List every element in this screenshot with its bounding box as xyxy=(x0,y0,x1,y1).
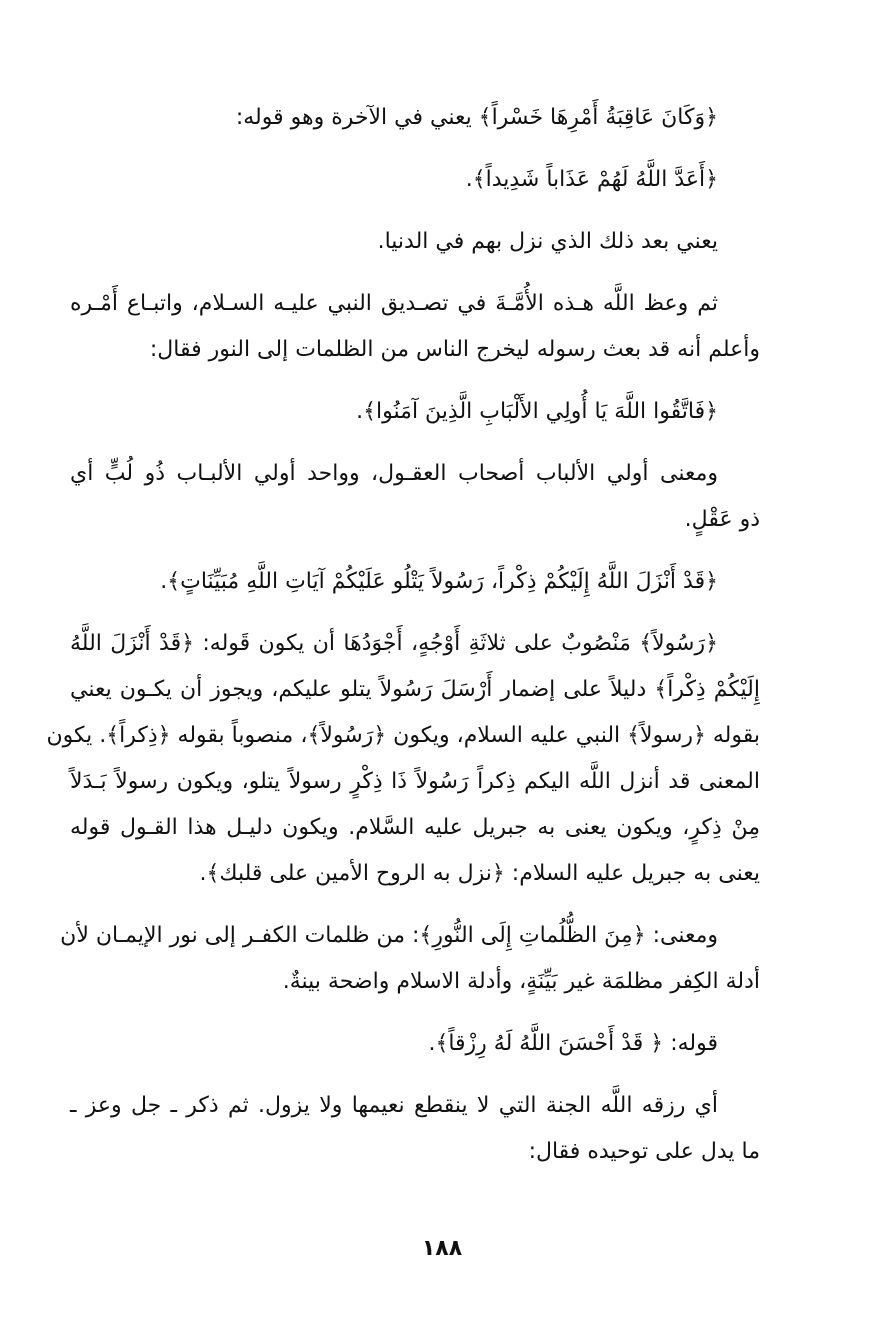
text-line: إِلَيْكُمْ ذِكْراً﴾ دليلاً على إضمار أَرْسَلَ رَسُولاً يتلو عليكم، ويجوز أن يكـون يعني xyxy=(70,677,760,702)
text-line: المعنى قد أنزل اللَّه اليكم ذِكراً رَسُولاً ذَا ذِكْرٍ رسولاً يتلو، ويكون رسولاً بَـدَلاً xyxy=(70,769,760,794)
text-line: مِنْ ذِكرٍ، ويكون يعنى به جبريل عليه السَّلام. ويكون دليـل هذا القـول قوله xyxy=(70,815,760,840)
text-line: أدلة الكِفر مظلمَة غير بَيِّنَةٍ، وأدلة الاسلام واضحة بينةٌ. xyxy=(282,969,760,994)
text-line: ما يدل على توحيده فقال: xyxy=(528,1139,760,1164)
paragraph-10 xyxy=(70,1021,760,1067)
text-line: وأعلم أنه قد بعث رسوله ليخرج الناس من الظلمات إلى النور فقال: xyxy=(149,337,760,362)
text-line: ذو عَقْلٍ. xyxy=(684,507,760,532)
paragraph-11 xyxy=(70,1083,760,1175)
paragraph-2 xyxy=(70,157,760,203)
text-line: ﴿أَعَدَّ اللَّهُ لَهُمْ عَذَاباً شَدِيداً﴾. xyxy=(465,167,718,192)
text-line: ﴿رَسُولاً﴾ مَنْصُوبٌ على ثلاثَةِ أَوْجُهٍ، أَجْوَدُهَا أن يكون قَوله: ﴿قَدْ أَنْزَلَ اللَّهُ xyxy=(70,631,718,656)
text-line: يعنى به جبريل عليه السلام: ﴿نزل به الروح الأمين على قلبك﴾. xyxy=(199,861,760,886)
text-line: ﴿فَاتَّقُوا اللَّهَ يَا أُولِي الأَلْبَابِ الَّذِينَ آمَنُوا﴾. xyxy=(356,399,718,424)
text-line: ﴿وَكَانَ عَاقِبَةُ أَمْرِهَا خَسْراً﴾ يعني في الآخرة وهو قوله: xyxy=(235,105,718,130)
paragraph-7 xyxy=(70,559,760,605)
paragraph-8 xyxy=(46,621,760,897)
page-text xyxy=(46,95,760,1191)
text-line: ومعنى: ﴿مِنَ الظُّلُماتِ إِلَى النُّورِ﴾: من ظلمات الكفـر إلى نور الإيمـان لأن xyxy=(60,923,718,948)
text-line: يعني بعد ذلك الذي نزل بهم في الدنيا. xyxy=(377,229,718,254)
text-line: ﴿قَدْ أَنْزَلَ اللَّهُ إِلَيْكُمْ ذِكْراً، رَسُولاً يَتْلُو عَلَيْكُمْ آيَاتِ اللَّهِ مُبَيِّنَاتٍ﴾. xyxy=(160,569,718,594)
text-line: بقوله ﴿رسولاً﴾ النبي عليه السلام، ويكون ﴿رَسُولاً﴾، منصوباً بقوله ﴿ذِكراً﴾. يكون xyxy=(46,723,760,748)
text-line: ثم وعظ اللَّه هـذه الأُمَّـةَ في تصـديق النبي عليـه السـلام، واتبـاع أَمْـره xyxy=(70,291,718,316)
text-line: أي رزقه اللَّه الجنة التي لا ينقطع نعيمها ولا يزول. ثم ذكر ـ جل وعز ـ xyxy=(70,1093,718,1118)
paragraph-5 xyxy=(70,389,760,435)
page-number: ١٨٨ xyxy=(421,1236,463,1261)
paragraph-4 xyxy=(70,281,760,373)
paragraph-1 xyxy=(70,95,760,141)
paragraph-3 xyxy=(70,219,760,265)
paragraph-9 xyxy=(60,913,760,1005)
paragraph-6 xyxy=(70,451,760,543)
text-line: قوله: ﴿ قَدْ أَحْسَنَ اللَّهُ لَهُ رِزْقاً﴾. xyxy=(428,1031,718,1056)
text-line: ومعنى أولي الألباب أصحاب العقـول، وواحد أولي الألبـاب ذُو لُبٍّ أي xyxy=(70,461,718,486)
